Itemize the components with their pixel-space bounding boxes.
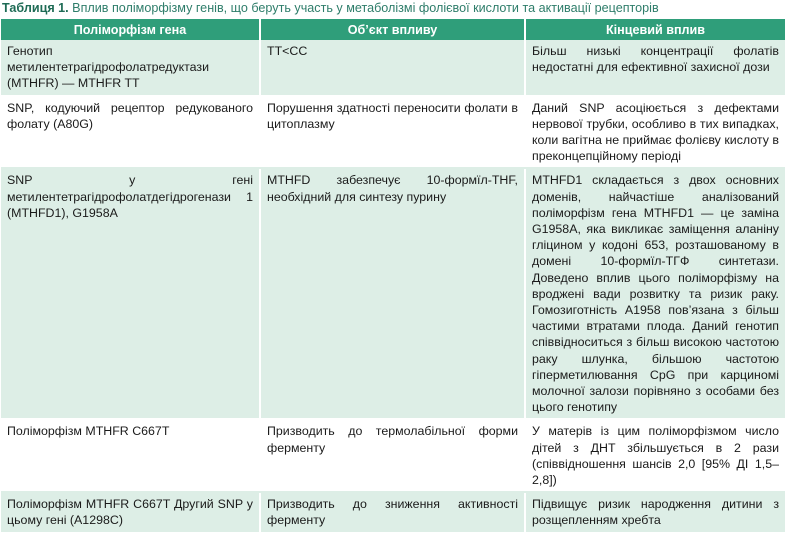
cell-polymorphism: SNP у гені метилентетрагідрофолатдегідрогенази 1 (MTHFD1), G1958A bbox=[1, 168, 260, 419]
cell-polymorphism: SNP, кодуючий рецептор редукованого фолату (A80G) bbox=[1, 96, 260, 169]
table-caption bbox=[0, 0, 785, 19]
table-row bbox=[1, 96, 785, 169]
cell-polymorphism: Поліморфізм MTHFR C667T Другий SNP у цьому гені (A1298C) bbox=[1, 492, 260, 532]
cell-polymorphism: Поліморфізм MTHFR C667T bbox=[1, 419, 260, 492]
polymorphism-table bbox=[1, 19, 785, 534]
table-row bbox=[1, 168, 785, 419]
header-effect: Кінцевий вплив bbox=[525, 19, 785, 40]
header-object: Об’єкт впливу bbox=[260, 19, 525, 40]
table-row bbox=[1, 419, 785, 492]
cell-object: TT<CC bbox=[260, 40, 525, 96]
table-row bbox=[1, 492, 785, 532]
cell-effect: MTHFD1 складається з двох основних доменів, найчастіше аналізований поліморфізм гена MTHFD1 — це заміна G1958A, яка викликає заміщення аланіну гліцином у кодоні 653, розташованому в домені 10-формїл-ТГФ синтетази. Доведено вплив цього поліморфізму на вроджені вади розвитку та ризик раку. Гомозиготність A1958 пов’язана з більш частими втратами плода. Даний генотип співвідноситься з більш високою частотою раку шлунка, більшою частотою гіперметилювання CpG при карциномі молочної залози порівняно з особами без цього генотипу bbox=[525, 168, 785, 419]
cell-effect: У матерів із цим поліморфізмом число дітей з ДНТ збільшується в 2 рази (співвідношення шансів 2,0 [95% ДІ 1,5–2,8]) bbox=[525, 419, 785, 492]
cell-polymorphism: Генотип метилентетрагідрофолатредуктази (MTHFR) — MTHFR TT bbox=[1, 40, 260, 96]
cell-effect: Даний SNP асоціюється з дефектами нервової трубки, особливо в тих випадках, коли вагітна не приймає фолієву кислоту в преконцепційному періоді bbox=[525, 96, 785, 169]
cell-object: Призводить до зниження активності ферменту bbox=[260, 492, 525, 532]
cell-effect: Більш низькі концентрації фолатів недостатні для ефективної захисної дози bbox=[525, 40, 785, 96]
cell-object: Порушення здатності переносити фолати в цитоплазму bbox=[260, 96, 525, 169]
table-header-row bbox=[1, 19, 785, 40]
table-row bbox=[1, 40, 785, 96]
cell-object: Призводить до термолабільної форми ферменту bbox=[260, 419, 525, 492]
cell-effect: Підвищує ризик народження дитини з розщепленням хребта bbox=[525, 492, 785, 532]
cell-object: MTHFD забезпечує 10-формїл-THF, необхідний для синтезу пурину bbox=[260, 168, 525, 419]
caption-text: Вплив поліморфізму генів, що беруть участь у метаболізмі фолієвої кислоти та активації рецепторів bbox=[68, 1, 659, 15]
caption-label: Таблиця 1. bbox=[2, 1, 69, 15]
header-polymorphism: Поліморфізм гена bbox=[1, 19, 260, 40]
